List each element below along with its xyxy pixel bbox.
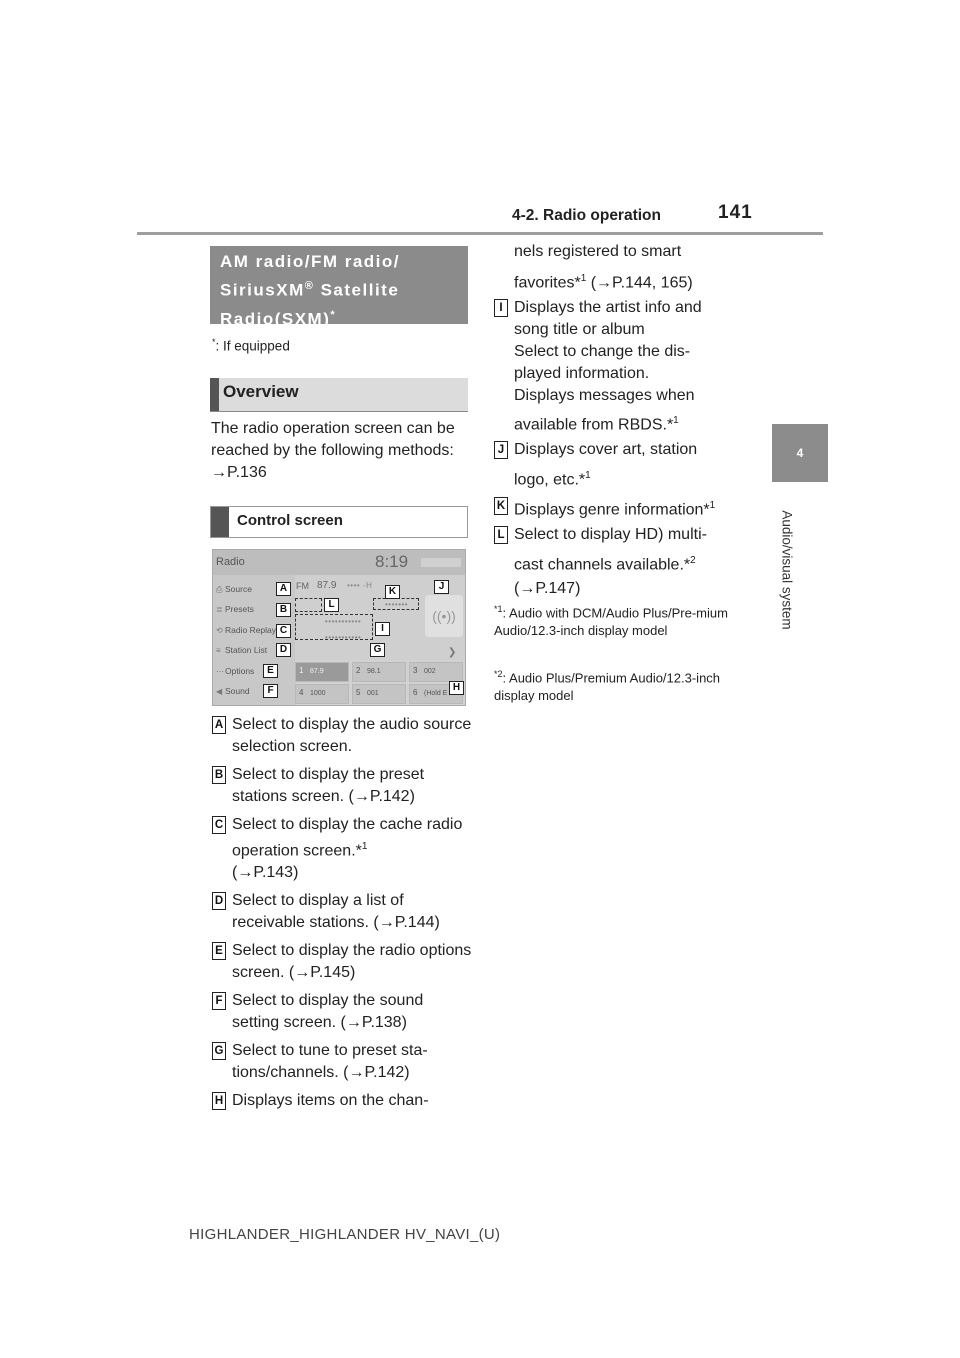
overview-text: The radio operation screen can be reached by the following methods: →P.136 [211,420,455,481]
screen-top-bar [213,550,465,575]
hd-indicator: •••• -H [347,581,373,590]
list-icon: ≡ [216,646,221,655]
menu-radio-replay[interactable]: ⟲ Radio Replay [216,625,277,635]
item-letter: E [212,942,226,960]
item-letter: A [212,716,226,734]
callout-h: H [449,681,464,695]
source-icon: ⎙ [216,585,223,594]
item-letter: I [494,299,508,317]
footnote-1: $^{*1}$: Audio with DCM/Audio Plus/Pre-mium Audio/12.3-inch display model [494,604,728,639]
item-letter: H [212,1092,226,1110]
item-text: Select to display a list of receivable stations. (→P.144) [232,892,440,931]
page-number: 141 [718,202,753,223]
item-text: Select to display the preset stations screen. (→P.142) [232,766,425,805]
callout-j: J [434,580,449,594]
title-footnote: *: If equipped [212,337,290,354]
radio-screen-illustration [212,549,466,706]
callout-d: D [276,643,291,657]
speaker-icon: ◀ [216,687,223,696]
callout-e: E [263,664,278,678]
callout-i: I [375,622,390,636]
artist-dots: ••••••••••• [325,617,362,626]
menu-options[interactable]: ⋯Options [216,666,255,676]
item-text: Select to display the radio options screen. (→P.145) [232,942,472,981]
overview-heading-text: Overview [223,382,299,401]
item-text: Displays items on the chan- [232,1092,429,1109]
cover-art [425,595,463,637]
artist-highlight [295,614,373,640]
menu-station-list[interactable]: ≡ Station List [216,645,268,655]
callout-c: C [276,624,291,638]
heading-bar [210,378,219,411]
preset-1[interactable]: 1 87.9 [295,662,349,682]
item-letter: D [212,892,226,910]
item-text: Select to tune to preset sta-tions/channels. (→P.142) [232,1042,428,1081]
title-line-3: Radio(SXM)* [220,308,337,329]
control-heading-text: Control screen [237,512,343,529]
item-text: Displays genre information*$^1$ [514,500,716,519]
item-letter: J [494,441,508,459]
preset-4[interactable]: 4 1000 [295,684,349,704]
hd-highlight [295,598,322,612]
replay-icon: ⟲ [216,626,223,635]
item-letter: F [212,992,226,1010]
band-label: FM [296,581,309,591]
section-title: 4-2. Radio operation [512,207,661,224]
callout-b: B [276,603,291,617]
preset-5[interactable]: 5 001 [352,684,406,704]
menu-sound[interactable]: ◀ Sound [216,686,250,696]
chapter-tab: 4 [772,424,828,482]
footnote-2: $^{*2}$: Audio Plus/Premium Audio/12.3-inch display model [494,669,721,704]
item-text: Select to display the sound setting screen. (→P.138) [232,992,424,1031]
item-text: Select to display the audio source selection screen. [232,716,472,755]
item-text: nels registered to smart favorites*$^1$ (→P.144, 165) [514,243,693,292]
callout-a: A [276,582,291,596]
item-text: Select to display HD) multi- cast channels available.*$^2$ (→P.147) [514,526,707,598]
overview-heading [210,378,468,412]
item-letter: K [494,497,508,515]
preset-buttons [295,660,465,705]
options-icon: ⋯ [216,667,224,676]
header-rule [137,232,823,235]
genre-highlight [373,598,419,610]
preset-2[interactable]: 2 98.1 [352,662,406,682]
callout-k: K [385,585,400,599]
preset-6[interactable]: 6 (Hold E [409,684,463,704]
preset-3[interactable]: 3 002 [409,662,463,682]
screen-clock: 8:19 [375,552,409,571]
item-letter: G [212,1042,226,1060]
chevron-right-icon[interactable]: ❯ [448,647,457,658]
menu-source[interactable]: ⎙ Source [216,584,252,594]
item-letter: B [212,766,226,784]
item-text: Displays cover art, station logo, etc.*$^1$ [514,441,698,489]
callout-g: G [370,643,385,657]
item-text: Displays the artist info and song title or album Select to change the dis- played information. Displays messages when available from RBDS.*$^1$ [514,299,702,434]
callout-l: L [324,598,339,612]
item-letter: L [494,526,508,544]
presets-icon: ≣ [216,605,223,614]
item-letter: C [212,816,226,834]
item-text: Select to display the cache radio operation screen.*$^1$ (→P.143) [232,816,463,882]
status-icons [421,558,461,567]
title-line-1: AM radio/FM radio/ [220,252,400,271]
callout-f: F [263,684,278,698]
chapter-label-text: Audio/visual system [779,510,795,630]
chapter-label [772,490,802,650]
frequency-label: 87.9 [317,580,337,591]
title-dots: ••••••••••• [325,633,362,642]
heading-bar [211,507,229,537]
screen-title: Radio [216,556,245,568]
radio-signal-icon: ((•)) [432,608,456,624]
genre-dots: ••••••• [385,600,409,609]
control-screen-heading [210,506,468,538]
document-footer: HIGHLANDER_HIGHLANDER HV_NAVI_(U) [189,1226,501,1243]
title-line-2: SiriusXM® Satellite [220,280,400,300]
menu-presets[interactable]: ≣ Presets [216,604,254,614]
section-title-box [210,246,468,329]
